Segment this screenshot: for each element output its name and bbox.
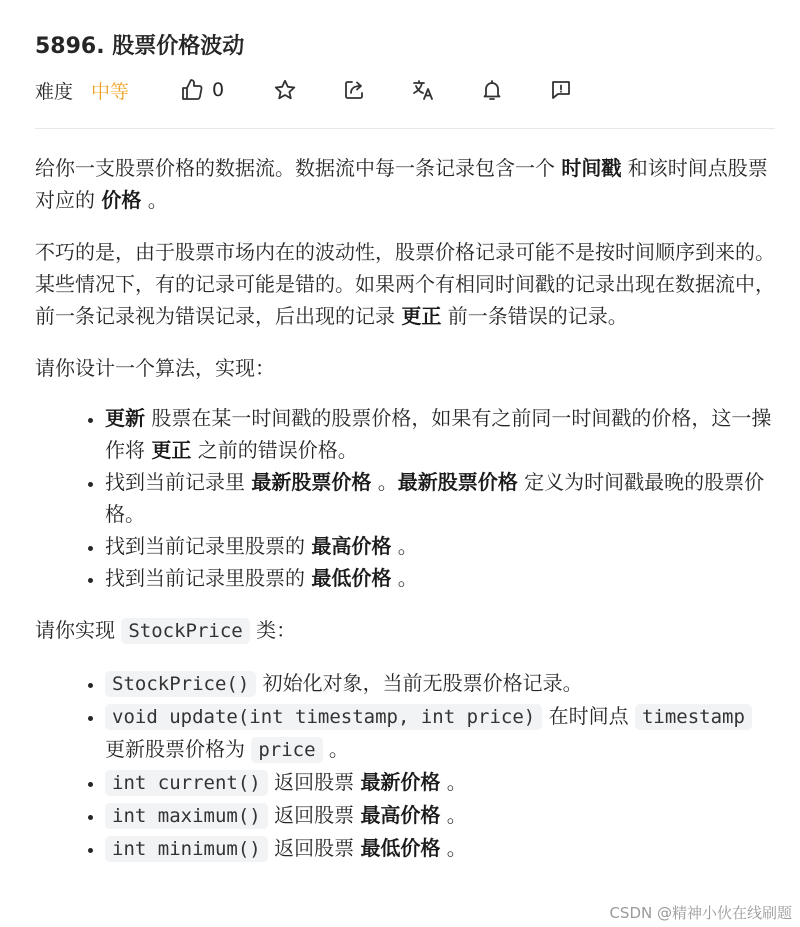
share-button[interactable]: [342, 72, 366, 108]
inline-code: int current(): [105, 770, 268, 796]
watermark: CSDN @精神小伙在线刷题: [609, 904, 792, 922]
list-item: • 找到当前记录里股票的 最高价格 。: [105, 530, 775, 562]
list-item: • 找到当前记录里股票的 最低价格 。: [105, 562, 775, 594]
like-button[interactable]: [180, 72, 224, 108]
translate-icon: [411, 78, 435, 102]
inline-code: StockPrice(): [105, 671, 256, 697]
inline-code: void update(int timestamp, int price): [105, 704, 542, 730]
like-count: 0: [212, 79, 225, 101]
api-list: [35, 667, 775, 865]
list-item: • void update(int timestamp, int price) 在时间点 timestamp 更新股票价格为 price 。: [105, 700, 775, 766]
inline-code: price: [251, 737, 322, 763]
feedback-icon: [549, 78, 573, 102]
requirements-list: [35, 402, 775, 594]
problem-description: [35, 152, 775, 865]
favorite-button[interactable]: [273, 72, 297, 108]
inline-code: int maximum(): [105, 803, 268, 829]
list-item: • int current() 返回股票 最新价格 。: [105, 766, 775, 799]
feedback-button[interactable]: [549, 72, 573, 108]
list-item: • int maximum() 返回股票 最高价格 。: [105, 799, 775, 832]
list-item: • 更新 股票在某一时间戳的股票价格，如果有之前同一时间戳的价格，这一操作将 更正 之前的错误价格。: [105, 402, 775, 466]
header-divider: [35, 128, 775, 129]
paragraph-design: 请你设计一个算法，实现：: [35, 356, 275, 380]
problem-title: 5896. 股票价格波动: [35, 34, 245, 59]
inline-code: timestamp: [635, 704, 752, 730]
list-item: • 找到当前记录里 最新股票价格 。最新股票价格 定义为时间戳最晚的股票价格。: [105, 466, 775, 530]
inline-code: StockPrice: [121, 618, 249, 644]
paragraph-volatility: 不巧的是，由于股票市场内在的波动性，股票价格记录可能不是按时间顺序到来的。某些情况下，有的记录可能是错的。如果两个有相同时间戳的记录出现在数据流中，前一条记录视为错误记录，后出现的记录 更正 前一条错误的记录。: [35, 240, 775, 328]
bell-icon: [480, 78, 504, 102]
list-item: • int minimum() 返回股票 最低价格 。: [105, 832, 775, 865]
toolbar: [35, 72, 775, 108]
list-item: • StockPrice() 初始化对象，当前无股票价格记录。: [105, 667, 775, 700]
paragraph-implement: 请你实现 StockPrice 类：: [35, 618, 297, 642]
paragraph-intro: 给你一支股票价格的数据流。数据流中每一条记录包含一个 时间戳 和该时间点股票对应的 价格 。: [35, 156, 768, 212]
inline-code: int minimum(): [105, 836, 268, 862]
difficulty-label: 难度: [35, 80, 74, 103]
difficulty-badge: 中等: [91, 80, 130, 103]
thumbs-up-icon: [180, 78, 204, 102]
share-icon: [342, 78, 366, 102]
star-icon: [273, 78, 297, 102]
notification-button[interactable]: [480, 72, 504, 108]
translate-button[interactable]: [411, 72, 435, 108]
